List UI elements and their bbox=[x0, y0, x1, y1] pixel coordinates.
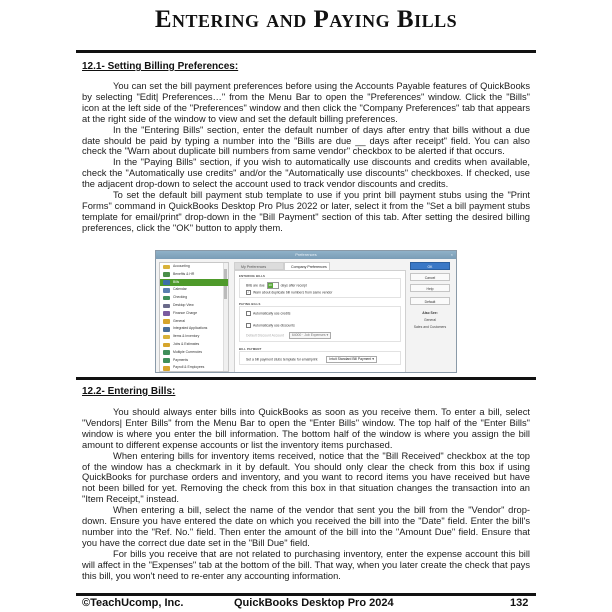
auto-discounts-checkbox[interactable] bbox=[246, 323, 251, 328]
default-account-value: 64000 · Job Expenses bbox=[291, 333, 326, 337]
sidebar-item-label: Payments bbox=[173, 357, 189, 362]
preferences-window-screenshot bbox=[155, 250, 457, 373]
sidebar-item-label: Finance Charge bbox=[173, 310, 198, 315]
calendar-icon bbox=[163, 288, 170, 293]
sidebar-item-label: General bbox=[173, 318, 186, 323]
sidebar-item-label: Checking bbox=[173, 295, 188, 300]
warn-duplicates-checkbox[interactable]: ✓ bbox=[247, 291, 250, 294]
paragraph: To set the default bill payment stub template to use if you print bill payment stubs using the "Print Forms" command in QuickBooks Desktop Pro Plus 2022 or later, select it from the "Set a bill payment stubs template for email/print" drop-down in the "Bill Payment" section of this tab. After setting the desired billing preferences, click the "OK" button to apply them. bbox=[82, 190, 530, 233]
also-see-panel bbox=[410, 311, 450, 329]
stub-template-label: Set a bill payment stubs template for email/print bbox=[246, 357, 318, 362]
jobs-estimates-icon bbox=[163, 343, 170, 348]
chevron-down-icon: ▾ bbox=[372, 357, 374, 361]
preferences-titlebar bbox=[156, 251, 456, 259]
auto-credits-label: Automatically use credits bbox=[253, 311, 291, 316]
paragraph: You should always enter bills into QuickBooks as soon as you receive them. To enter a bill, select "Vendors| Enter Bills" from the Menu Bar to open the "Enter Bills" window. The top half of the "Enter Bills" window is where you enter the bill information. The bottom half of the window is where you assign the bill amount to different expense accounts or list the inventory items purchased. bbox=[82, 407, 530, 450]
sidebar-item-items-inventory[interactable] bbox=[160, 333, 228, 341]
preferences-category-list[interactable] bbox=[159, 262, 229, 372]
auto-discounts-label: Automatically use discounts bbox=[253, 323, 295, 328]
sidebar-item-benefits-hr[interactable] bbox=[160, 271, 228, 279]
stub-template-value: Intuit Standard Bill Payment bbox=[329, 357, 372, 361]
page-title: Entering and Paying Bills bbox=[154, 6, 458, 33]
default-account-dropdown[interactable] bbox=[289, 332, 331, 339]
bills-due-row bbox=[246, 282, 307, 289]
bills-icon bbox=[163, 280, 170, 285]
auto-discounts-row bbox=[246, 323, 295, 328]
stub-template-row bbox=[246, 356, 377, 363]
paragraph: For bills you receive that are not related to purchasing inventory, enter the expense account this bill will affect in the "Expenses" tab at the bottom of the bill. That way, when you later create the check that pays this bill, you won't need to re-enter any accounting information. bbox=[82, 548, 530, 581]
paragraph: In the "Paying Bills" section, if you wish to automatically use discounts and credits when available, check the "Automatically use credits" and/or the "Automatically use discounts" checkboxes. If checked, use the adjacent drop-down to select the account used to track vendor discounts and credits. bbox=[82, 157, 530, 190]
sidebar-item-label: Payroll & Employees bbox=[173, 365, 205, 370]
sidebar-item-multiple-currencies[interactable] bbox=[160, 349, 228, 357]
integrated-apps-icon bbox=[163, 327, 170, 332]
entering-bills-group bbox=[239, 278, 401, 298]
sidebar-item-label: Integrated Applications bbox=[173, 326, 208, 331]
bills-due-suffix: days after receipt bbox=[280, 283, 307, 288]
tab-my-preferences[interactable]: My Preferences bbox=[234, 262, 284, 270]
default-button[interactable]: Default bbox=[410, 297, 450, 305]
bills-due-prefix: Bills are due bbox=[246, 283, 265, 288]
sidebar-item-jobs-estimates[interactable] bbox=[160, 341, 228, 349]
bill-payment-group bbox=[239, 351, 401, 365]
desktop-view-icon bbox=[163, 304, 170, 309]
bills-due-days-value: 10 bbox=[268, 283, 272, 287]
sidebar-item-checking[interactable] bbox=[160, 294, 228, 302]
benefits-icon bbox=[163, 272, 170, 277]
footer-copyright: ©TeachUcomp, Inc. bbox=[82, 597, 184, 609]
sidebar-item-finance-charge[interactable] bbox=[160, 310, 228, 318]
sidebar-item-label: Items & Inventory bbox=[173, 334, 200, 339]
sidebar-item-accounting[interactable] bbox=[160, 263, 228, 271]
sidebar-item-label: Bills bbox=[173, 279, 180, 284]
warn-duplicates-row bbox=[246, 290, 332, 295]
help-button[interactable]: Help bbox=[410, 284, 450, 292]
paragraph: You can set the bill payment preferences before using the Accounts Payable features of QuickBooks by selecting "Edit| Preferences…" from the Menu Bar to open the "Preferences" window. Click the "Bills" icon at the left side of the "Preferences" window and then click the "Company Preferences" tab that appears at the right side of the window to view and set the default billing preferences. bbox=[82, 81, 530, 124]
section-heading-entering-bills: 12.2- Entering Bills: bbox=[82, 386, 176, 397]
sidebar-item-label: Benefits & HR bbox=[173, 271, 195, 276]
paragraph: When entering bills for inventory items received, notice that the "Bill Received" checkbox at the top of the window has a checkmark in it by default. You should only clear the check from this box if using QuickBooks for purchase orders and inventory, and you want to record items you have received but have not been billed for yet. Removing the check from this box in that situation changes the transaction into an "Item Receipt," instead. bbox=[82, 450, 530, 505]
auto-credits-checkbox[interactable] bbox=[246, 311, 251, 316]
footer-book-title: QuickBooks Desktop Pro 2024 bbox=[234, 597, 394, 609]
sidebar-item-label: Accounting bbox=[173, 264, 190, 268]
items-inventory-icon bbox=[163, 335, 170, 340]
checking-icon bbox=[163, 296, 170, 301]
section2-body bbox=[82, 407, 530, 582]
paying-bills-label: PAYING BILLS bbox=[239, 302, 261, 306]
payroll-icon bbox=[163, 366, 170, 371]
footer-page-number: 132 bbox=[510, 597, 529, 609]
accounting-icon bbox=[163, 265, 170, 270]
section1-body bbox=[82, 81, 530, 234]
sidebar-item-label: Calendar bbox=[173, 287, 187, 292]
also-see-link-general[interactable]: General bbox=[423, 318, 437, 322]
sidebar-item-payroll-employees[interactable] bbox=[160, 364, 228, 372]
sidebar-item-general[interactable] bbox=[160, 318, 228, 326]
chevron-down-icon: ▾ bbox=[326, 333, 329, 337]
section-heading-billing-preferences: 12.1- Setting Billing Preferences: bbox=[82, 61, 239, 72]
stub-template-dropdown[interactable] bbox=[326, 356, 377, 363]
preferences-content bbox=[234, 270, 406, 373]
cancel-button[interactable]: Cancel bbox=[410, 273, 450, 281]
sidebar-item-label: Multiple Currencies bbox=[173, 349, 203, 354]
preferences-buttons bbox=[410, 262, 454, 332]
warn-duplicates-label: Warn about duplicate bill numbers from same vendor bbox=[253, 290, 333, 295]
sidebar-item-payments[interactable] bbox=[160, 357, 228, 365]
also-see-heading: Also See: bbox=[422, 311, 438, 315]
paragraph: When entering a bill, select the name of the vendor that sent you the bill from the "Vendor" drop-down. Ensure you have entered the date on which you received the bill into the "Date" field. Enter the bill's number into the "Ref. No." field. Then enter the amount of the bill into the "Amount Due" field. Ensure that you have the correct due date set in the "Bill Due" field. bbox=[82, 505, 530, 548]
close-icon[interactable]: × bbox=[450, 252, 453, 257]
paying-bills-group bbox=[239, 306, 401, 342]
sidebar-item-label: Desktop View bbox=[173, 302, 194, 307]
sidebar-item-desktop-view[interactable] bbox=[160, 302, 228, 310]
auto-credits-row bbox=[246, 311, 291, 316]
finance-charge-icon bbox=[163, 311, 170, 316]
also-see-link-sales-customers[interactable]: Sales and Customers bbox=[413, 325, 447, 329]
sidebar-item-calendar[interactable] bbox=[160, 286, 228, 294]
default-account-row bbox=[246, 332, 331, 339]
bill-payment-label: BILL PAYMENT bbox=[239, 347, 262, 351]
top-rule bbox=[76, 50, 536, 53]
sidebar-item-bills[interactable] bbox=[160, 279, 228, 287]
footer-rule bbox=[76, 593, 536, 596]
sidebar-item-label: Jobs & Estimates bbox=[173, 341, 200, 346]
default-account-label: Default Discount Account bbox=[246, 333, 284, 338]
sidebar-item-integrated-applications[interactable] bbox=[160, 325, 228, 333]
preferences-title: Preferences bbox=[295, 252, 317, 257]
tab-company-preferences[interactable]: Company Preferences bbox=[284, 262, 330, 270]
multiple-currencies-icon bbox=[163, 350, 170, 355]
entering-bills-label: ENTERING BILLS bbox=[239, 274, 266, 278]
payments-icon bbox=[163, 358, 170, 363]
general-icon bbox=[163, 319, 170, 324]
mid-rule bbox=[76, 377, 536, 380]
paragraph: In the "Entering Bills" section, enter the default number of days after entry that bills without a due date should be paid by typing a number into the "Bills are due __ days after receipt" field. You can also check the "Warn about duplicate bill numbers from same vendor" checkbox to be alerted if that occurs. bbox=[82, 124, 530, 157]
bills-due-days-input[interactable] bbox=[267, 282, 279, 289]
ok-button[interactable]: OK bbox=[410, 262, 450, 270]
